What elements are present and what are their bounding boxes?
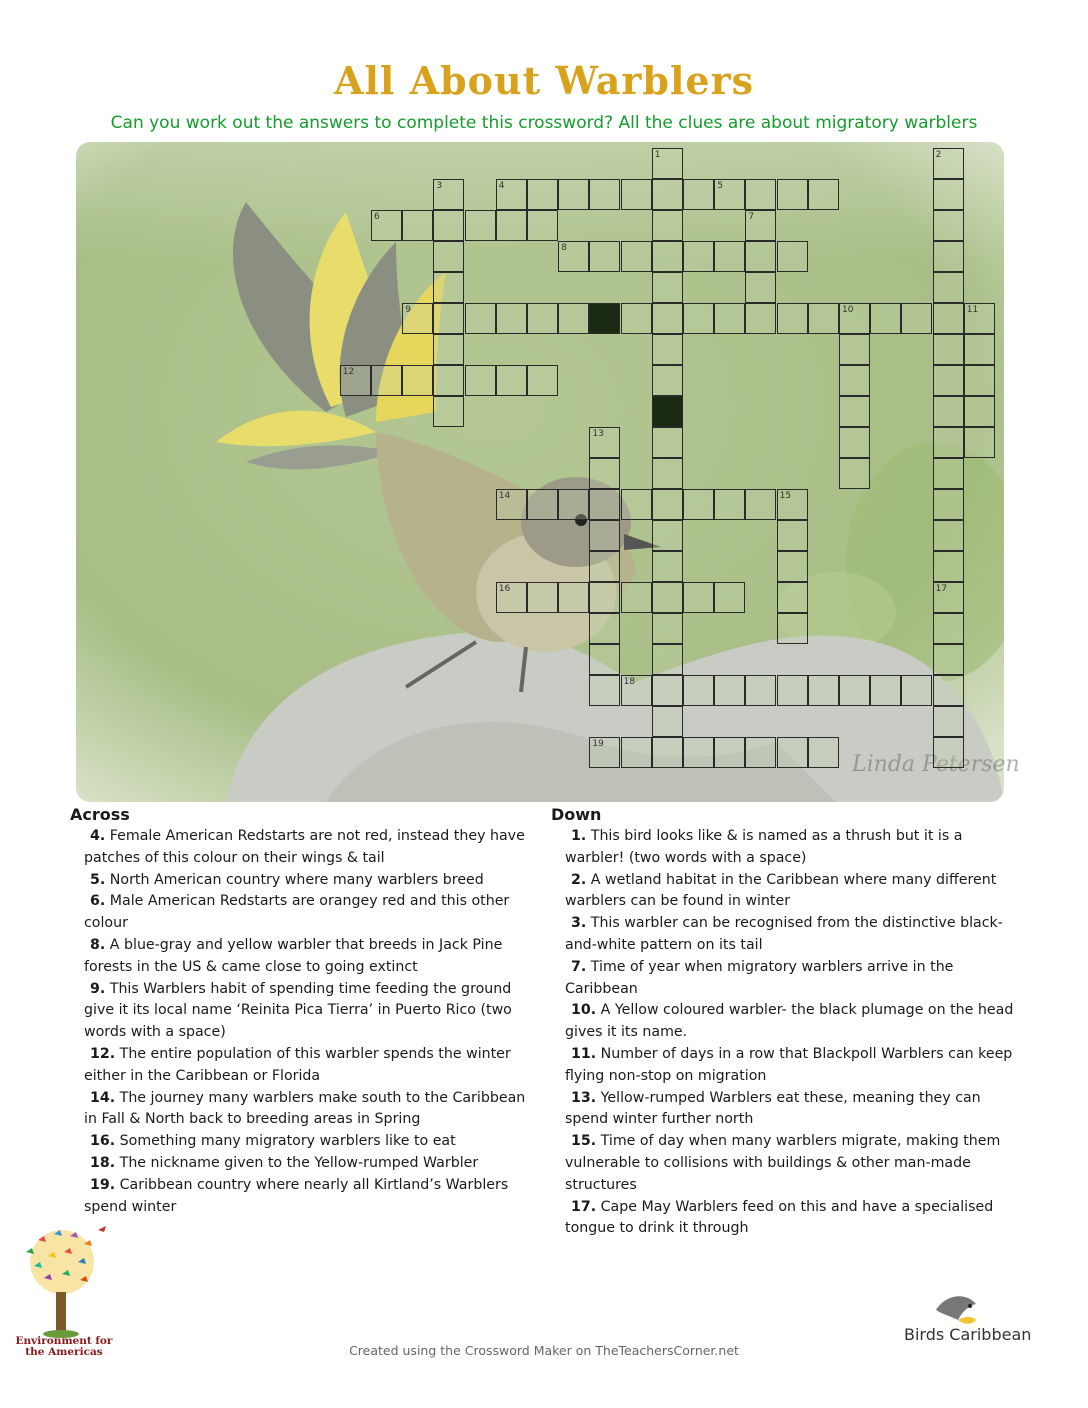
birds-caribbean-label: Birds Caribbean	[904, 1325, 1032, 1344]
down-clue-text: Time of day when many warblers migrate, making them vulnerable to collisions with buildings & other man-made structures	[565, 1133, 1001, 1193]
down-clue	[551, 1088, 1026, 1132]
down-clue-number: 11.	[571, 1045, 597, 1062]
across-clue-number: 19.	[90, 1176, 116, 1193]
grid-cell-number: 9	[405, 305, 411, 315]
grid-cell-number: 1	[654, 150, 661, 160]
across-clues	[70, 804, 530, 1218]
across-clue-text: Male American Redstarts are orangey red and this other colour	[84, 893, 510, 932]
across-clue	[70, 1088, 530, 1132]
across-clue	[70, 826, 530, 870]
down-clue-text: This bird looks like & is named as a thrush but it is a warbler! (two words with a space)	[565, 828, 963, 866]
down-clue	[551, 1131, 1026, 1196]
down-clue-number: 15.	[571, 1133, 597, 1150]
down-clue-text: Yellow-rumped Warblers eat these, meaning they can spend winter further north	[565, 1089, 981, 1128]
across-clue	[70, 1175, 530, 1219]
across-clue-text: A blue-gray and yellow warbler that breeds in Jack Pine forests in the US & came close to going extinct	[84, 936, 503, 975]
down-clue	[551, 826, 1026, 870]
across-clue	[70, 891, 530, 935]
across-clue-number: 8.	[90, 936, 106, 953]
grid-cell-number: 17	[935, 584, 948, 594]
grid-cell-number: 16	[498, 584, 511, 594]
across-clue-number: 12.	[90, 1045, 116, 1062]
grid-cell-number: 3	[436, 181, 443, 191]
down-clue	[551, 957, 1026, 1001]
across-clue-text: Female American Redstarts are not red, instead they have patches of this colour on their wings & tail	[84, 828, 525, 866]
down-clue-number: 13.	[571, 1089, 597, 1106]
across-clue-text: This Warblers habit of spending time feeding the ground give it its local name ‘Reinita Pica Tierra’ in Puerto Rico (two words with a space)	[84, 980, 512, 1041]
footer-credit: Created using the Crossword Maker on TheTeachersCorner.net	[349, 1343, 739, 1358]
across-clue-number: 5.	[90, 871, 106, 888]
across-clue	[70, 935, 530, 979]
across-clue-text: The nickname given to the Yellow-rumped Warbler	[115, 1154, 479, 1171]
across-clue-text: The entire population of this warbler spends the winter either in the Caribbean or Florida	[84, 1045, 511, 1084]
down-clue-text: Time of year when migratory warblers arrive in the Caribbean	[565, 958, 954, 997]
grid-cell-number: 15	[779, 491, 792, 501]
page-title: All About Warblers	[333, 58, 754, 103]
across-clue-number: 18.	[90, 1154, 116, 1171]
across-clue-number: 16.	[90, 1133, 116, 1150]
environment-for-the-americas-label: Environment for the Americas	[15, 1335, 113, 1358]
grid-cell-number: 18	[623, 677, 636, 687]
across-heading: Across	[70, 805, 130, 824]
down-clue	[551, 1197, 1026, 1241]
across-clue-number: 14.	[90, 1089, 116, 1106]
down-clue-text: Number of days in a row that Blackpoll Warblers can keep flying non-stop on migration	[565, 1045, 1013, 1084]
grid-cell-number: 10	[842, 305, 854, 315]
grid-cell-number: 12	[342, 367, 355, 377]
grid-cell-number: 13	[592, 429, 604, 439]
down-clue-number: 2.	[571, 871, 587, 888]
down-clues	[551, 804, 1026, 1240]
grid-cell-number: 8	[561, 243, 567, 253]
down-clue-number: 17.	[571, 1198, 597, 1215]
warbler-photo	[76, 142, 1004, 802]
down-clue	[551, 913, 1026, 957]
down-clue-text: Cape May Warblers feed on this and have a specialised tongue to drink it through	[565, 1198, 994, 1237]
grid-cell-number: 6	[374, 212, 380, 222]
down-heading: Down	[551, 805, 602, 824]
across-clue-text: North American country where many warblers breed	[105, 871, 484, 888]
photo-signature: Linda Petersen	[852, 752, 1020, 777]
down-clue-number: 7.	[571, 958, 587, 975]
down-clue	[551, 1044, 1026, 1088]
across-clue	[70, 979, 530, 1044]
across-clue-number: 6.	[90, 893, 106, 910]
down-clue-number: 10.	[571, 1002, 597, 1019]
down-clue-text: A Yellow coloured warbler- the black plumage on the head gives it its name.	[565, 1002, 1014, 1041]
across-clue	[70, 870, 530, 892]
down-clue-number: 3.	[571, 915, 587, 932]
across-clue	[70, 1153, 530, 1175]
across-clue-text: Caribbean country where nearly all Kirtland’s Warblers spend winter	[84, 1176, 509, 1215]
down-clue	[551, 1000, 1026, 1044]
grid-cell-number: 11	[966, 305, 979, 315]
grid-cell-number: 4	[498, 181, 505, 191]
down-clue-text: A wetland habitat in the Caribbean where many different warblers can be found in winter	[565, 871, 997, 910]
across-clue-text: Something many migratory warblers like to eat	[115, 1133, 456, 1150]
page-subtitle: Can you work out the answers to complete this crossword? All the clues are about migratory warblers	[110, 113, 978, 133]
across-clue-text: The journey many warblers make south to the Caribbean in Fall & North back to breeding areas in Spring	[84, 1089, 526, 1128]
down-clue-number: 1.	[571, 828, 587, 844]
across-clue-number: 9.	[90, 980, 106, 997]
across-clue	[70, 1044, 530, 1088]
grid-cell-number: 7	[748, 212, 755, 222]
across-clue-number: 4.	[90, 828, 106, 844]
grid-cell-number: 19	[592, 739, 604, 749]
down-clue-text: This warbler can be recognised from the distinctive black-and-white pattern on its tail	[565, 915, 1003, 953]
grid-cell-number: 5	[717, 181, 723, 191]
across-clue	[70, 1131, 530, 1153]
grid-cell-number: 2	[935, 150, 942, 160]
grid-cell-number: 14	[498, 491, 511, 501]
down-clue	[551, 870, 1026, 914]
